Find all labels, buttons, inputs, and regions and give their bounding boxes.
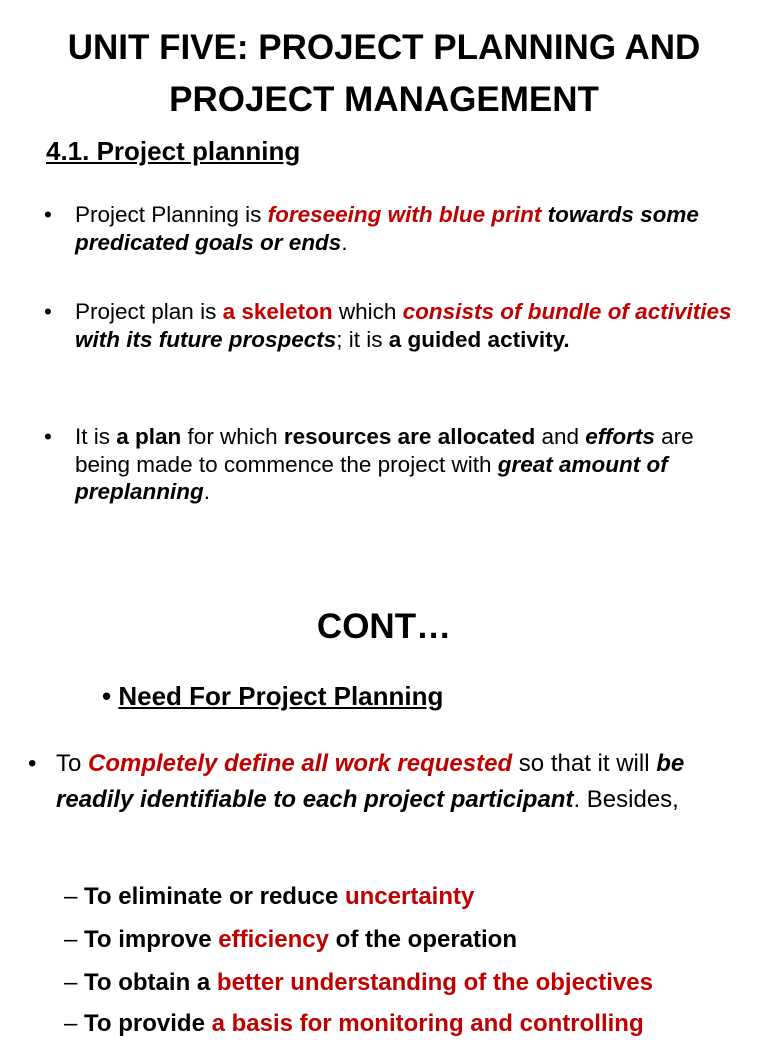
cont-title: CONT… (316, 607, 452, 646)
sub-item-2: – To improve efficiency of the operation (64, 926, 517, 953)
need-heading-text: Need For Project Planning (118, 681, 444, 711)
bullet-dot: • (28, 750, 37, 777)
dash-marker: – (64, 926, 78, 953)
bullet-text: Project plan is a skeleton which consists of bundle of activities with its future prospects; it is a guided activity. (75, 299, 732, 352)
dash-marker: – (64, 969, 78, 996)
dash-marker: – (64, 883, 78, 910)
main-bullet-text: To Completely define all work requested so that it will be readily identifiable to each project participant. Besides, (56, 750, 685, 813)
slide-title-line-2: PROJECT MANAGEMENT (169, 80, 599, 119)
bullet-dot: • (44, 299, 52, 324)
bullet-item-3 (44, 423, 734, 506)
need-heading (102, 678, 443, 714)
dash-marker: – (64, 1010, 78, 1037)
bullet-text: Project Planning is foreseeing with blue print towards some predicated goals or ends. (75, 202, 699, 255)
slide-title-line-1: UNIT FIVE: PROJECT PLANNING AND (67, 28, 701, 67)
sub-item-4: – To provide a basis for monitoring and controlling (64, 1010, 644, 1037)
section-heading: 4.1. Project planning (46, 136, 301, 166)
main-bullet (28, 746, 748, 818)
bullet-item-1 (44, 201, 734, 256)
sub-item-3: – To obtain a better understanding of the objectives (64, 969, 653, 996)
slide-title (0, 22, 768, 126)
bullet-text: It is a plan for which resources are allocated and efforts are being made to commence the project with great amount of preplanning. (75, 424, 694, 504)
bullet-dot: • (44, 424, 52, 449)
bullet-dot: • (102, 681, 112, 711)
bullet-dot: • (44, 202, 52, 227)
sub-item-1: – To eliminate or reduce uncertainty (64, 883, 475, 910)
bullet-item-2 (44, 298, 734, 353)
